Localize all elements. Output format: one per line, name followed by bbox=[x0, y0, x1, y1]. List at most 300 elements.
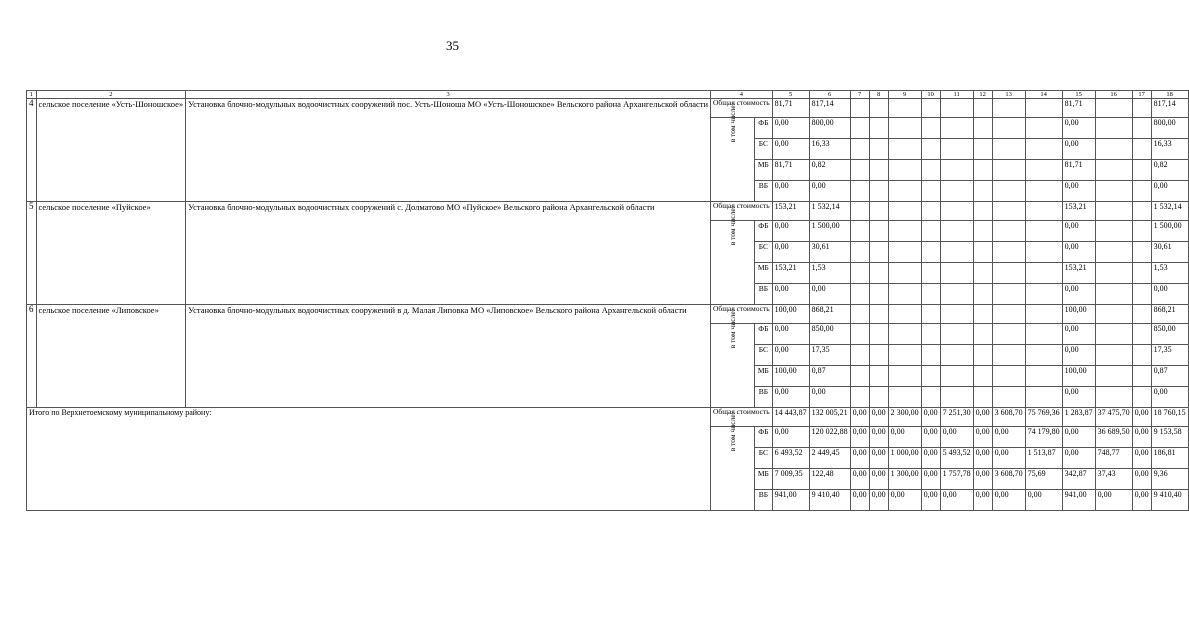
value-cell: 0,00 bbox=[888, 427, 921, 448]
value-cell bbox=[1025, 221, 1062, 242]
value-cell: 81,71 bbox=[1062, 99, 1095, 118]
value-cell bbox=[921, 324, 940, 345]
value-cell: 868,21 bbox=[1151, 305, 1188, 324]
value-cell bbox=[940, 99, 973, 118]
value-cell bbox=[1132, 160, 1151, 181]
value-cell bbox=[869, 305, 888, 324]
value-cell bbox=[888, 221, 921, 242]
value-cell bbox=[992, 324, 1025, 345]
value-cell: 0,00 bbox=[1132, 490, 1151, 511]
value-cell: 0,00 bbox=[973, 408, 992, 427]
value-cell bbox=[1025, 387, 1062, 408]
source-label: МБ bbox=[755, 366, 773, 387]
value-cell: 81,71 bbox=[772, 99, 809, 118]
value-cell: 3 608,70 bbox=[992, 469, 1025, 490]
value-cell bbox=[1025, 345, 1062, 366]
value-cell: 0,00 bbox=[940, 490, 973, 511]
value-cell: 0,82 bbox=[1151, 160, 1188, 181]
value-cell bbox=[1095, 366, 1132, 387]
value-cell bbox=[869, 181, 888, 202]
value-cell bbox=[869, 263, 888, 284]
value-cell: 30,61 bbox=[1151, 242, 1188, 263]
value-cell bbox=[992, 345, 1025, 366]
value-cell: 74 179,80 bbox=[1025, 427, 1062, 448]
value-cell: 186,81 bbox=[1151, 448, 1188, 469]
header-cell: 17 bbox=[1132, 91, 1151, 99]
value-cell bbox=[1132, 284, 1151, 305]
value-cell: 7 251,30 bbox=[940, 408, 973, 427]
including-label bbox=[711, 309, 755, 408]
value-cell: 1 500,00 bbox=[809, 221, 850, 242]
header-cell: 5 bbox=[772, 91, 809, 99]
value-cell: 0,00 bbox=[1062, 221, 1095, 242]
value-cell bbox=[850, 181, 869, 202]
value-cell bbox=[1095, 345, 1132, 366]
value-cell: 0,00 bbox=[1062, 139, 1095, 160]
header-row bbox=[27, 91, 1189, 99]
object-name: Установка блочно-модульных водоочистных сооружений в д. Малая Липовка МО «Липовское» Вельского района Архангельской области bbox=[186, 305, 711, 408]
value-cell bbox=[921, 305, 940, 324]
source-label: МБ bbox=[755, 160, 773, 181]
value-cell bbox=[973, 242, 992, 263]
value-cell: 100,00 bbox=[772, 305, 809, 324]
value-cell bbox=[921, 181, 940, 202]
value-cell bbox=[850, 160, 869, 181]
value-cell: 0,00 bbox=[1062, 242, 1095, 263]
value-cell: 0,00 bbox=[1132, 427, 1151, 448]
value-cell: 817,14 bbox=[1151, 99, 1188, 118]
value-cell bbox=[1025, 242, 1062, 263]
table-row bbox=[27, 408, 1189, 427]
value-cell bbox=[921, 366, 940, 387]
header-cell: 14 bbox=[1025, 91, 1062, 99]
value-cell bbox=[973, 366, 992, 387]
row-number: 6 bbox=[27, 305, 37, 408]
value-cell: 868,21 bbox=[809, 305, 850, 324]
value-cell: 0,00 bbox=[850, 408, 869, 427]
value-cell bbox=[850, 139, 869, 160]
header-cell: 9 bbox=[888, 91, 921, 99]
value-cell bbox=[992, 139, 1025, 160]
value-cell: 0,87 bbox=[809, 366, 850, 387]
value-cell: 1 757,78 bbox=[940, 469, 973, 490]
value-cell bbox=[1025, 118, 1062, 139]
value-cell bbox=[940, 263, 973, 284]
source-label: ВБ bbox=[755, 490, 773, 511]
value-cell: 1 300,00 bbox=[888, 469, 921, 490]
value-cell: 1 283,87 bbox=[1062, 408, 1095, 427]
value-cell: 0,00 bbox=[1062, 118, 1095, 139]
value-cell: 0,00 bbox=[1132, 469, 1151, 490]
value-cell bbox=[940, 221, 973, 242]
value-cell: 1 532,14 bbox=[1151, 202, 1188, 221]
value-cell bbox=[1095, 284, 1132, 305]
value-cell bbox=[888, 118, 921, 139]
source-label: ВБ bbox=[755, 387, 773, 408]
value-cell: 37,43 bbox=[1095, 469, 1132, 490]
value-cell bbox=[940, 139, 973, 160]
value-cell: 16,33 bbox=[809, 139, 850, 160]
value-cell: 0,00 bbox=[772, 284, 809, 305]
value-cell bbox=[1095, 139, 1132, 160]
value-cell bbox=[888, 366, 921, 387]
header-cell: 7 bbox=[850, 91, 869, 99]
value-cell bbox=[992, 305, 1025, 324]
value-cell bbox=[869, 139, 888, 160]
value-cell bbox=[921, 242, 940, 263]
value-cell: 0,00 bbox=[1095, 490, 1132, 511]
source-label: БС bbox=[755, 448, 773, 469]
value-cell: 0,00 bbox=[973, 427, 992, 448]
value-cell: 9 410,40 bbox=[809, 490, 850, 511]
value-cell: 81,71 bbox=[1062, 160, 1095, 181]
value-cell bbox=[992, 118, 1025, 139]
value-cell bbox=[869, 221, 888, 242]
total-cost-label: Общая стоимость bbox=[711, 202, 773, 221]
value-cell bbox=[1025, 160, 1062, 181]
value-cell bbox=[940, 181, 973, 202]
header-cell: 1 bbox=[27, 91, 37, 99]
value-cell bbox=[973, 181, 992, 202]
value-cell: 120 022,88 bbox=[809, 427, 850, 448]
header-cell: 2 bbox=[36, 91, 186, 99]
value-cell: 0,00 bbox=[921, 490, 940, 511]
value-cell bbox=[869, 202, 888, 221]
value-cell bbox=[888, 387, 921, 408]
value-cell: 2 300,00 bbox=[888, 408, 921, 427]
total-cost-label: Общая стоимость bbox=[711, 408, 773, 427]
value-cell bbox=[869, 99, 888, 118]
value-cell bbox=[992, 99, 1025, 118]
value-cell bbox=[992, 160, 1025, 181]
value-cell bbox=[888, 324, 921, 345]
value-cell bbox=[992, 387, 1025, 408]
value-cell bbox=[973, 387, 992, 408]
value-cell: 153,21 bbox=[1062, 263, 1095, 284]
value-cell bbox=[869, 387, 888, 408]
value-cell bbox=[973, 221, 992, 242]
object-name: Установка блочно-модульных водоочистных сооружений с. Долматово МО «Пуйское» Вельского района Архангельской области bbox=[186, 202, 711, 305]
value-cell bbox=[1095, 118, 1132, 139]
value-cell bbox=[888, 160, 921, 181]
value-cell bbox=[973, 202, 992, 221]
value-cell: 0,00 bbox=[1132, 408, 1151, 427]
value-cell: 0,00 bbox=[869, 427, 888, 448]
settlement-name: сельское поселение «Усть-Шоношское» bbox=[36, 99, 186, 202]
value-cell bbox=[1132, 221, 1151, 242]
settlement-name: сельское поселение «Пуйское» bbox=[36, 202, 186, 305]
value-cell bbox=[940, 118, 973, 139]
value-cell bbox=[992, 202, 1025, 221]
value-cell bbox=[1095, 181, 1132, 202]
value-cell bbox=[940, 366, 973, 387]
value-cell bbox=[850, 118, 869, 139]
value-cell: 0,00 bbox=[772, 387, 809, 408]
value-cell bbox=[888, 181, 921, 202]
value-cell bbox=[973, 139, 992, 160]
value-cell: 0,00 bbox=[973, 469, 992, 490]
value-cell: 0,00 bbox=[1062, 427, 1095, 448]
value-cell bbox=[850, 387, 869, 408]
value-cell: 0,00 bbox=[1062, 448, 1095, 469]
value-cell bbox=[921, 99, 940, 118]
value-cell bbox=[888, 99, 921, 118]
value-cell: 817,14 bbox=[809, 99, 850, 118]
value-cell bbox=[869, 284, 888, 305]
value-cell bbox=[1132, 242, 1151, 263]
value-cell bbox=[1132, 324, 1151, 345]
value-cell bbox=[1025, 263, 1062, 284]
value-cell: 1 513,87 bbox=[1025, 448, 1062, 469]
value-cell: 0,00 bbox=[772, 139, 809, 160]
source-label: БС bbox=[755, 345, 773, 366]
value-cell: 7 009,35 bbox=[772, 469, 809, 490]
value-cell: 9,36 bbox=[1151, 469, 1188, 490]
value-cell: 100,00 bbox=[1062, 305, 1095, 324]
value-cell bbox=[940, 242, 973, 263]
value-cell bbox=[1095, 160, 1132, 181]
settlement-name: сельское поселение «Липовское» bbox=[36, 305, 186, 408]
table-row bbox=[27, 305, 1189, 324]
value-cell bbox=[1095, 324, 1132, 345]
value-cell: 0,00 bbox=[772, 427, 809, 448]
value-cell bbox=[888, 242, 921, 263]
value-cell: 75 769,36 bbox=[1025, 408, 1062, 427]
value-cell: 850,00 bbox=[809, 324, 850, 345]
header-cell: 8 bbox=[869, 91, 888, 99]
value-cell bbox=[888, 263, 921, 284]
value-cell: 132 005,21 bbox=[809, 408, 850, 427]
value-cell: 0,00 bbox=[1151, 284, 1188, 305]
value-cell: 0,00 bbox=[921, 427, 940, 448]
value-cell bbox=[888, 202, 921, 221]
value-cell bbox=[1025, 99, 1062, 118]
value-cell bbox=[1095, 305, 1132, 324]
value-cell: 30,61 bbox=[809, 242, 850, 263]
value-cell: 0,00 bbox=[850, 469, 869, 490]
value-cell bbox=[940, 345, 973, 366]
value-cell bbox=[1025, 324, 1062, 345]
value-cell: 0,87 bbox=[1151, 366, 1188, 387]
source-label: ФБ bbox=[755, 118, 773, 139]
source-label: БС bbox=[755, 139, 773, 160]
value-cell: 0,00 bbox=[1132, 448, 1151, 469]
value-cell bbox=[921, 160, 940, 181]
source-label: ФБ bbox=[755, 221, 773, 242]
value-cell: 9 153,58 bbox=[1151, 427, 1188, 448]
value-cell: 0,00 bbox=[973, 490, 992, 511]
value-cell bbox=[921, 263, 940, 284]
value-cell bbox=[869, 242, 888, 263]
value-cell: 6 493,52 bbox=[772, 448, 809, 469]
value-cell bbox=[973, 305, 992, 324]
value-cell bbox=[1025, 139, 1062, 160]
value-cell bbox=[850, 305, 869, 324]
value-cell: 0,00 bbox=[1151, 387, 1188, 408]
value-cell bbox=[850, 99, 869, 118]
value-cell bbox=[888, 284, 921, 305]
value-cell: 0,00 bbox=[809, 387, 850, 408]
value-cell bbox=[940, 387, 973, 408]
value-cell: 0,00 bbox=[869, 408, 888, 427]
value-cell bbox=[1095, 263, 1132, 284]
value-cell bbox=[921, 221, 940, 242]
value-cell: 0,00 bbox=[772, 181, 809, 202]
source-label: ВБ bbox=[755, 284, 773, 305]
value-cell: 0,00 bbox=[850, 427, 869, 448]
header-cell: 10 bbox=[921, 91, 940, 99]
value-cell bbox=[1132, 118, 1151, 139]
source-label: БС bbox=[755, 242, 773, 263]
value-cell: 5 493,52 bbox=[940, 448, 973, 469]
page-number: 35 bbox=[446, 38, 459, 53]
value-cell bbox=[1095, 202, 1132, 221]
value-cell: 0,00 bbox=[1062, 181, 1095, 202]
including-text: в том числе: bbox=[727, 206, 737, 246]
value-cell bbox=[850, 366, 869, 387]
value-cell: 0,00 bbox=[850, 490, 869, 511]
value-cell: 100,00 bbox=[1062, 366, 1095, 387]
row-number: 5 bbox=[27, 202, 37, 305]
value-cell: 1 532,14 bbox=[809, 202, 850, 221]
value-cell: 153,21 bbox=[772, 263, 809, 284]
source-label: ВБ bbox=[755, 181, 773, 202]
total-cost-label: Общая стоимость bbox=[711, 99, 773, 118]
value-cell bbox=[973, 99, 992, 118]
value-cell: 153,21 bbox=[1062, 202, 1095, 221]
value-cell bbox=[973, 263, 992, 284]
value-cell bbox=[888, 305, 921, 324]
value-cell: 9 410,40 bbox=[1151, 490, 1188, 511]
value-cell: 850,00 bbox=[1151, 324, 1188, 345]
value-cell bbox=[1132, 366, 1151, 387]
value-cell: 800,00 bbox=[809, 118, 850, 139]
value-cell bbox=[1132, 99, 1151, 118]
value-cell bbox=[850, 263, 869, 284]
value-cell bbox=[1132, 181, 1151, 202]
value-cell bbox=[992, 366, 1025, 387]
value-cell bbox=[888, 139, 921, 160]
value-cell: 153,21 bbox=[772, 202, 809, 221]
value-cell bbox=[921, 345, 940, 366]
header-cell: 16 bbox=[1095, 91, 1132, 99]
value-cell: 0,00 bbox=[992, 448, 1025, 469]
header-cell: 11 bbox=[940, 91, 973, 99]
value-cell: 1 500,00 bbox=[1151, 221, 1188, 242]
value-cell bbox=[921, 139, 940, 160]
value-cell bbox=[1132, 305, 1151, 324]
value-cell: 0,00 bbox=[772, 345, 809, 366]
value-cell: 2 449,45 bbox=[809, 448, 850, 469]
value-cell: 0,00 bbox=[921, 469, 940, 490]
value-cell bbox=[850, 202, 869, 221]
value-cell: 0,00 bbox=[921, 408, 940, 427]
value-cell bbox=[1025, 181, 1062, 202]
table-row bbox=[27, 202, 1189, 221]
value-cell bbox=[850, 284, 869, 305]
value-cell: 0,00 bbox=[1151, 181, 1188, 202]
total-label: Итого по Верхнетоемскому муниципальному району: bbox=[27, 408, 711, 511]
value-cell bbox=[921, 387, 940, 408]
source-label: ФБ bbox=[755, 324, 773, 345]
value-cell bbox=[1025, 366, 1062, 387]
value-cell bbox=[869, 324, 888, 345]
value-cell bbox=[992, 181, 1025, 202]
value-cell bbox=[1025, 284, 1062, 305]
value-cell: 0,00 bbox=[772, 118, 809, 139]
value-cell bbox=[1095, 387, 1132, 408]
source-label: МБ bbox=[755, 469, 773, 490]
value-cell: 0,00 bbox=[772, 242, 809, 263]
value-cell bbox=[921, 118, 940, 139]
value-cell bbox=[940, 305, 973, 324]
value-cell: 0,00 bbox=[809, 284, 850, 305]
including-text: в том числе: bbox=[727, 103, 737, 143]
value-cell bbox=[1132, 263, 1151, 284]
value-cell bbox=[888, 345, 921, 366]
value-cell: 0,00 bbox=[992, 427, 1025, 448]
value-cell bbox=[940, 160, 973, 181]
value-cell bbox=[869, 345, 888, 366]
including-text: в том числе: bbox=[727, 412, 737, 452]
value-cell bbox=[869, 366, 888, 387]
value-cell bbox=[1132, 387, 1151, 408]
value-cell: 0,00 bbox=[869, 448, 888, 469]
value-cell bbox=[940, 284, 973, 305]
value-cell: 16,33 bbox=[1151, 139, 1188, 160]
value-cell: 941,00 bbox=[772, 490, 809, 511]
value-cell bbox=[1025, 305, 1062, 324]
value-cell: 17,35 bbox=[1151, 345, 1188, 366]
value-cell bbox=[1132, 345, 1151, 366]
value-cell bbox=[869, 118, 888, 139]
header-cell: 15 bbox=[1062, 91, 1095, 99]
value-cell bbox=[921, 202, 940, 221]
value-cell: 37 475,70 bbox=[1095, 408, 1132, 427]
value-cell bbox=[850, 345, 869, 366]
value-cell bbox=[973, 324, 992, 345]
value-cell: 75,69 bbox=[1025, 469, 1062, 490]
value-cell: 0,00 bbox=[992, 490, 1025, 511]
value-cell bbox=[973, 284, 992, 305]
value-cell: 0,00 bbox=[1062, 387, 1095, 408]
value-cell bbox=[1025, 202, 1062, 221]
row-number: 4 bbox=[27, 99, 37, 202]
value-cell: 0,00 bbox=[869, 469, 888, 490]
value-cell bbox=[940, 202, 973, 221]
value-cell bbox=[850, 221, 869, 242]
value-cell bbox=[1132, 139, 1151, 160]
value-cell bbox=[850, 324, 869, 345]
value-cell bbox=[973, 345, 992, 366]
value-cell: 0,00 bbox=[850, 448, 869, 469]
including-label bbox=[711, 206, 755, 305]
value-cell: 0,00 bbox=[809, 181, 850, 202]
value-cell bbox=[973, 160, 992, 181]
header-cell: 18 bbox=[1151, 91, 1188, 99]
value-cell bbox=[1095, 221, 1132, 242]
value-cell bbox=[869, 160, 888, 181]
value-cell: 0,00 bbox=[772, 221, 809, 242]
value-cell: 0,00 bbox=[1025, 490, 1062, 511]
value-cell: 941,00 bbox=[1062, 490, 1095, 511]
value-cell bbox=[992, 242, 1025, 263]
value-cell: 0,00 bbox=[869, 490, 888, 511]
value-cell: 3 608,70 bbox=[992, 408, 1025, 427]
value-cell: 0,00 bbox=[1062, 284, 1095, 305]
value-cell: 36 689,50 bbox=[1095, 427, 1132, 448]
value-cell bbox=[1132, 202, 1151, 221]
